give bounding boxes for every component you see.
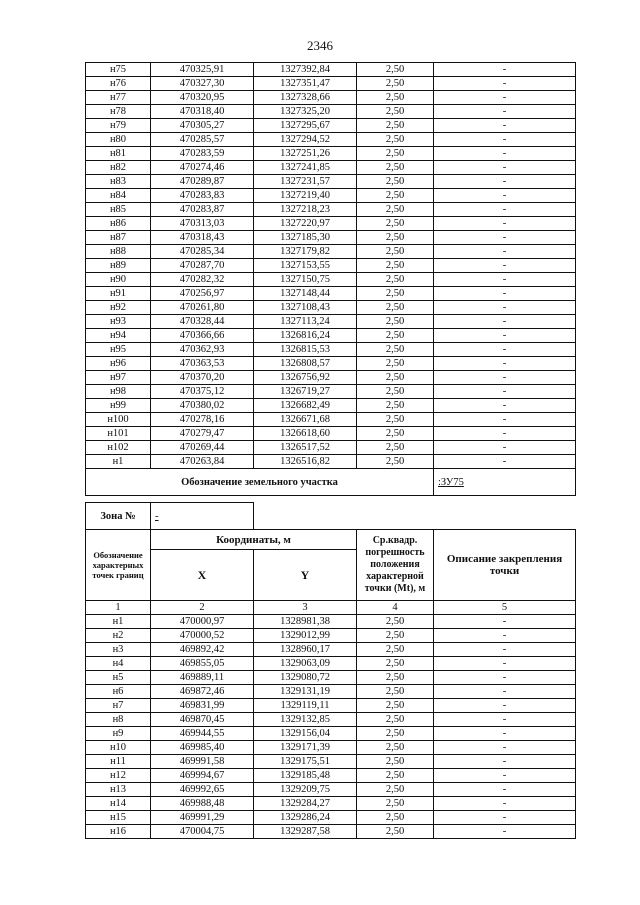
y-coordinate-cell: 1326618,60 — [254, 427, 357, 441]
y-coordinate-cell: 1327294,52 — [254, 133, 357, 147]
table-row — [86, 371, 576, 385]
point-name-cell: н80 — [86, 133, 151, 147]
accuracy-cell: 2,50 — [357, 203, 434, 217]
table-row — [86, 783, 576, 797]
table-row — [86, 399, 576, 413]
x-coordinate-cell: 470287,70 — [151, 259, 254, 273]
x-coordinate-cell: 470261,80 — [151, 301, 254, 315]
x-coordinate-cell: 469991,29 — [151, 811, 254, 825]
zone-row — [86, 503, 576, 530]
table-row — [86, 301, 576, 315]
description-cell: - — [434, 343, 576, 357]
y-coordinate-cell: 1326516,82 — [254, 455, 357, 469]
table-row — [86, 755, 576, 769]
col-number-5: 5 — [434, 601, 576, 615]
description-cell: - — [434, 147, 576, 161]
accuracy-cell: 2,50 — [357, 699, 434, 713]
header-y: Y — [254, 550, 357, 601]
y-coordinate-cell: 1329287,58 — [254, 825, 357, 839]
table-row — [86, 105, 576, 119]
y-coordinate-cell: 1326671,68 — [254, 413, 357, 427]
bottom-rows — [86, 615, 576, 839]
x-coordinate-cell: 469985,40 — [151, 741, 254, 755]
table-row — [86, 357, 576, 371]
description-cell: - — [434, 811, 576, 825]
accuracy-cell: 2,50 — [357, 329, 434, 343]
table-row — [86, 315, 576, 329]
y-coordinate-cell: 1327328,66 — [254, 91, 357, 105]
table-row — [86, 329, 576, 343]
table-row — [86, 203, 576, 217]
accuracy-cell: 2,50 — [357, 189, 434, 203]
x-coordinate-cell: 470305,27 — [151, 119, 254, 133]
accuracy-cell: 2,50 — [357, 671, 434, 685]
x-coordinate-cell: 469831,99 — [151, 699, 254, 713]
x-coordinate-cell: 469889,11 — [151, 671, 254, 685]
table-row — [86, 77, 576, 91]
y-coordinate-cell: 1327241,85 — [254, 161, 357, 175]
x-coordinate-cell: 469991,58 — [151, 755, 254, 769]
header-accuracy: Ср.квадр. погрешность положения характерной точки (Мt), м — [357, 530, 434, 601]
col-number-2: 2 — [151, 601, 254, 615]
point-name-cell: н92 — [86, 301, 151, 315]
x-coordinate-cell: 470285,34 — [151, 245, 254, 259]
accuracy-cell: 2,50 — [357, 399, 434, 413]
x-coordinate-cell: 469992,65 — [151, 783, 254, 797]
description-cell: - — [434, 413, 576, 427]
point-name-cell: н100 — [86, 413, 151, 427]
point-name-cell: н91 — [86, 287, 151, 301]
y-coordinate-cell: 1329063,09 — [254, 657, 357, 671]
accuracy-cell: 2,50 — [357, 105, 434, 119]
accuracy-cell: 2,50 — [357, 629, 434, 643]
table-row — [86, 273, 576, 287]
y-coordinate-cell: 1327295,67 — [254, 119, 357, 133]
x-coordinate-cell: 470366,66 — [151, 329, 254, 343]
table-row — [86, 825, 576, 839]
x-coordinate-cell: 470325,91 — [151, 63, 254, 77]
x-coordinate-cell: 469892,42 — [151, 643, 254, 657]
x-coordinate-cell: 469855,05 — [151, 657, 254, 671]
x-coordinate-cell: 470363,53 — [151, 357, 254, 371]
accuracy-cell: 2,50 — [357, 685, 434, 699]
accuracy-cell: 2,50 — [357, 797, 434, 811]
description-cell: - — [434, 63, 576, 77]
point-name-cell: н93 — [86, 315, 151, 329]
accuracy-cell: 2,50 — [357, 769, 434, 783]
accuracy-cell: 2,50 — [357, 657, 434, 671]
description-cell: - — [434, 727, 576, 741]
table-row — [86, 217, 576, 231]
col-number-4: 4 — [357, 601, 434, 615]
table-row — [86, 699, 576, 713]
x-coordinate-cell: 470282,32 — [151, 273, 254, 287]
y-coordinate-cell: 1329119,11 — [254, 699, 357, 713]
accuracy-cell: 2,50 — [357, 133, 434, 147]
x-coordinate-cell: 470285,57 — [151, 133, 254, 147]
description-cell: - — [434, 825, 576, 839]
x-coordinate-cell: 470004,75 — [151, 825, 254, 839]
y-coordinate-cell: 1327351,47 — [254, 77, 357, 91]
description-cell: - — [434, 797, 576, 811]
table-row — [86, 643, 576, 657]
y-coordinate-cell: 1327220,97 — [254, 217, 357, 231]
header-description: Описание закрепления точки — [434, 530, 576, 601]
accuracy-cell: 2,50 — [357, 615, 434, 629]
table-row — [86, 685, 576, 699]
x-coordinate-cell: 470283,87 — [151, 203, 254, 217]
point-name-cell: н15 — [86, 811, 151, 825]
description-cell: - — [434, 455, 576, 469]
y-coordinate-cell: 1329286,24 — [254, 811, 357, 825]
y-coordinate-cell: 1329171,39 — [254, 741, 357, 755]
x-coordinate-cell: 469994,67 — [151, 769, 254, 783]
x-coordinate-cell: 470318,43 — [151, 231, 254, 245]
point-name-cell: н90 — [86, 273, 151, 287]
y-coordinate-cell: 1327218,23 — [254, 203, 357, 217]
x-coordinate-cell: 470278,16 — [151, 413, 254, 427]
accuracy-cell: 2,50 — [357, 713, 434, 727]
x-coordinate-cell: 470375,12 — [151, 385, 254, 399]
description-cell: - — [434, 175, 576, 189]
accuracy-cell: 2,50 — [357, 63, 434, 77]
description-cell: - — [434, 643, 576, 657]
y-coordinate-cell: 1327153,55 — [254, 259, 357, 273]
table-row — [86, 441, 576, 455]
description-cell: - — [434, 783, 576, 797]
x-coordinate-cell: 470320,95 — [151, 91, 254, 105]
description-cell: - — [434, 741, 576, 755]
description-cell: - — [434, 301, 576, 315]
accuracy-cell: 2,50 — [357, 91, 434, 105]
x-coordinate-cell: 469872,46 — [151, 685, 254, 699]
description-cell: - — [434, 629, 576, 643]
y-coordinate-cell: 1326719,27 — [254, 385, 357, 399]
x-coordinate-cell: 470274,46 — [151, 161, 254, 175]
table-row — [86, 231, 576, 245]
description-cell: - — [434, 441, 576, 455]
table-row — [86, 427, 576, 441]
y-coordinate-cell: 1326682,49 — [254, 399, 357, 413]
table-row — [86, 147, 576, 161]
table-row — [86, 455, 576, 469]
description-cell: - — [434, 657, 576, 671]
point-name-cell: н97 — [86, 371, 151, 385]
table-row — [86, 671, 576, 685]
table-row — [86, 161, 576, 175]
point-name-cell: н87 — [86, 231, 151, 245]
table-row — [86, 119, 576, 133]
y-coordinate-cell: 1329284,27 — [254, 797, 357, 811]
accuracy-cell: 2,50 — [357, 77, 434, 91]
table-row — [86, 63, 576, 77]
description-cell: - — [434, 371, 576, 385]
col-number-3: 3 — [254, 601, 357, 615]
point-name-cell: н98 — [86, 385, 151, 399]
x-coordinate-cell: 470328,44 — [151, 315, 254, 329]
x-coordinate-cell: 470318,40 — [151, 105, 254, 119]
table-row — [86, 615, 576, 629]
zone-value: - — [151, 503, 254, 530]
description-cell: - — [434, 105, 576, 119]
description-cell: - — [434, 315, 576, 329]
table-row — [86, 287, 576, 301]
description-cell: - — [434, 245, 576, 259]
y-coordinate-cell: 1327179,82 — [254, 245, 357, 259]
description-cell: - — [434, 231, 576, 245]
y-coordinate-cell: 1328960,17 — [254, 643, 357, 657]
accuracy-cell: 2,50 — [357, 385, 434, 399]
accuracy-cell: 2,50 — [357, 315, 434, 329]
table-row — [86, 91, 576, 105]
description-cell: - — [434, 699, 576, 713]
x-coordinate-cell: 470313,03 — [151, 217, 254, 231]
description-cell: - — [434, 769, 576, 783]
y-coordinate-cell: 1327113,24 — [254, 315, 357, 329]
point-name-cell: н1 — [86, 615, 151, 629]
y-coordinate-cell: 1329131,19 — [254, 685, 357, 699]
y-coordinate-cell: 1327185,30 — [254, 231, 357, 245]
accuracy-cell: 2,50 — [357, 825, 434, 839]
x-coordinate-cell: 470380,02 — [151, 399, 254, 413]
y-coordinate-cell: 1329012,99 — [254, 629, 357, 643]
table-row — [86, 769, 576, 783]
x-coordinate-cell: 470370,20 — [151, 371, 254, 385]
x-coordinate-cell: 470327,30 — [151, 77, 254, 91]
point-name-cell: н88 — [86, 245, 151, 259]
point-name-cell: н94 — [86, 329, 151, 343]
point-name-cell: н13 — [86, 783, 151, 797]
accuracy-cell: 2,50 — [357, 217, 434, 231]
x-coordinate-cell: 470289,87 — [151, 175, 254, 189]
point-name-cell: н75 — [86, 63, 151, 77]
y-coordinate-cell: 1326815,53 — [254, 343, 357, 357]
accuracy-cell: 2,50 — [357, 161, 434, 175]
point-name-cell: н78 — [86, 105, 151, 119]
y-coordinate-cell: 1326808,57 — [254, 357, 357, 371]
table-row — [86, 657, 576, 671]
description-cell: - — [434, 427, 576, 441]
point-name-cell: н14 — [86, 797, 151, 811]
point-name-cell: н7 — [86, 699, 151, 713]
y-coordinate-cell: 1328981,38 — [254, 615, 357, 629]
x-coordinate-cell: 470263,84 — [151, 455, 254, 469]
x-coordinate-cell: 470283,59 — [151, 147, 254, 161]
x-coordinate-cell: 470283,83 — [151, 189, 254, 203]
point-name-cell: н99 — [86, 399, 151, 413]
plot-designation-value: :ЗУ75 — [434, 469, 576, 496]
col-number-1: 1 — [86, 601, 151, 615]
accuracy-cell: 2,50 — [357, 755, 434, 769]
point-name-cell: н3 — [86, 643, 151, 657]
accuracy-cell: 2,50 — [357, 231, 434, 245]
description-cell: - — [434, 399, 576, 413]
point-name-cell: н102 — [86, 441, 151, 455]
table-row — [86, 343, 576, 357]
y-coordinate-cell: 1329209,75 — [254, 783, 357, 797]
point-name-cell: н81 — [86, 147, 151, 161]
accuracy-cell: 2,50 — [357, 119, 434, 133]
y-coordinate-cell: 1327325,20 — [254, 105, 357, 119]
point-name-cell: н1 — [86, 455, 151, 469]
zone-empty — [254, 503, 576, 530]
accuracy-cell: 2,50 — [357, 371, 434, 385]
accuracy-cell: 2,50 — [357, 147, 434, 161]
point-name-cell: н16 — [86, 825, 151, 839]
y-coordinate-cell: 1327231,57 — [254, 175, 357, 189]
y-coordinate-cell: 1326816,24 — [254, 329, 357, 343]
x-coordinate-cell: 470256,97 — [151, 287, 254, 301]
description-cell: - — [434, 329, 576, 343]
table-row — [86, 385, 576, 399]
description-cell: - — [434, 189, 576, 203]
x-coordinate-cell: 469988,48 — [151, 797, 254, 811]
point-name-cell: н2 — [86, 629, 151, 643]
y-coordinate-cell: 1327251,26 — [254, 147, 357, 161]
header-point-designation: Обозначение характерных точек границ — [86, 530, 151, 601]
page-number: 2346 — [307, 38, 333, 53]
y-coordinate-cell: 1327392,84 — [254, 63, 357, 77]
zone-coordinates-table — [85, 502, 576, 839]
point-name-cell: н95 — [86, 343, 151, 357]
accuracy-cell: 2,50 — [357, 783, 434, 797]
point-name-cell: н76 — [86, 77, 151, 91]
description-cell: - — [434, 357, 576, 371]
accuracy-cell: 2,50 — [357, 245, 434, 259]
description-cell: - — [434, 287, 576, 301]
plot-designation-row — [86, 469, 576, 496]
y-coordinate-cell: 1327108,43 — [254, 301, 357, 315]
accuracy-cell: 2,50 — [357, 259, 434, 273]
table-row — [86, 133, 576, 147]
accuracy-cell: 2,50 — [357, 343, 434, 357]
point-name-cell: н8 — [86, 713, 151, 727]
point-name-cell: н85 — [86, 203, 151, 217]
accuracy-cell: 2,50 — [357, 413, 434, 427]
table-row — [86, 741, 576, 755]
y-coordinate-cell: 1327150,75 — [254, 273, 357, 287]
table-row — [86, 811, 576, 825]
point-name-cell: н86 — [86, 217, 151, 231]
point-name-cell: н83 — [86, 175, 151, 189]
description-cell: - — [434, 259, 576, 273]
accuracy-cell: 2,50 — [357, 643, 434, 657]
point-name-cell: н82 — [86, 161, 151, 175]
description-cell: - — [434, 217, 576, 231]
description-cell: - — [434, 615, 576, 629]
point-name-cell: н5 — [86, 671, 151, 685]
header-coordinates: Координаты, м — [151, 530, 357, 550]
point-name-cell: н12 — [86, 769, 151, 783]
header-row-1 — [86, 530, 576, 550]
table-row — [86, 629, 576, 643]
x-coordinate-cell: 470279,47 — [151, 427, 254, 441]
description-cell: - — [434, 77, 576, 91]
accuracy-cell: 2,50 — [357, 441, 434, 455]
column-numbers-row — [86, 601, 576, 615]
point-name-cell: н10 — [86, 741, 151, 755]
table-row — [86, 713, 576, 727]
accuracy-cell: 2,50 — [357, 273, 434, 287]
description-cell: - — [434, 161, 576, 175]
accuracy-cell: 2,50 — [357, 811, 434, 825]
coordinates-table-continued — [85, 62, 576, 496]
description-cell: - — [434, 133, 576, 147]
x-coordinate-cell: 470269,44 — [151, 441, 254, 455]
y-coordinate-cell: 1327148,44 — [254, 287, 357, 301]
table-row — [86, 797, 576, 811]
x-coordinate-cell: 470000,97 — [151, 615, 254, 629]
description-cell: - — [434, 203, 576, 217]
header-x: X — [151, 550, 254, 601]
y-coordinate-cell: 1326517,52 — [254, 441, 357, 455]
accuracy-cell: 2,50 — [357, 741, 434, 755]
accuracy-cell: 2,50 — [357, 727, 434, 741]
zone-label: Зона № — [86, 503, 151, 530]
y-coordinate-cell: 1329132,85 — [254, 713, 357, 727]
accuracy-cell: 2,50 — [357, 287, 434, 301]
point-name-cell: н84 — [86, 189, 151, 203]
description-cell: - — [434, 685, 576, 699]
y-coordinate-cell: 1329080,72 — [254, 671, 357, 685]
x-coordinate-cell: 469944,55 — [151, 727, 254, 741]
y-coordinate-cell: 1329156,04 — [254, 727, 357, 741]
accuracy-cell: 2,50 — [357, 357, 434, 371]
y-coordinate-cell: 1329175,51 — [254, 755, 357, 769]
table-row — [86, 189, 576, 203]
description-cell: - — [434, 671, 576, 685]
table-row — [86, 413, 576, 427]
plot-designation-label: Обозначение земельного участка — [86, 469, 434, 496]
y-coordinate-cell: 1327219,40 — [254, 189, 357, 203]
description-cell: - — [434, 755, 576, 769]
point-name-cell: н11 — [86, 755, 151, 769]
table-row — [86, 245, 576, 259]
point-name-cell: н79 — [86, 119, 151, 133]
accuracy-cell: 2,50 — [357, 427, 434, 441]
point-name-cell: н4 — [86, 657, 151, 671]
description-cell: - — [434, 713, 576, 727]
point-name-cell: н89 — [86, 259, 151, 273]
description-cell: - — [434, 273, 576, 287]
x-coordinate-cell: 470000,52 — [151, 629, 254, 643]
table-row — [86, 259, 576, 273]
top-rows — [86, 63, 576, 469]
x-coordinate-cell: 469870,45 — [151, 713, 254, 727]
accuracy-cell: 2,50 — [357, 455, 434, 469]
description-cell: - — [434, 385, 576, 399]
point-name-cell: н77 — [86, 91, 151, 105]
y-coordinate-cell: 1329185,48 — [254, 769, 357, 783]
point-name-cell: н96 — [86, 357, 151, 371]
table-row — [86, 175, 576, 189]
accuracy-cell: 2,50 — [357, 301, 434, 315]
accuracy-cell: 2,50 — [357, 175, 434, 189]
point-name-cell: н101 — [86, 427, 151, 441]
point-name-cell: н6 — [86, 685, 151, 699]
description-cell: - — [434, 119, 576, 133]
table-row — [86, 727, 576, 741]
description-cell: - — [434, 91, 576, 105]
point-name-cell: н9 — [86, 727, 151, 741]
x-coordinate-cell: 470362,93 — [151, 343, 254, 357]
y-coordinate-cell: 1326756,92 — [254, 371, 357, 385]
